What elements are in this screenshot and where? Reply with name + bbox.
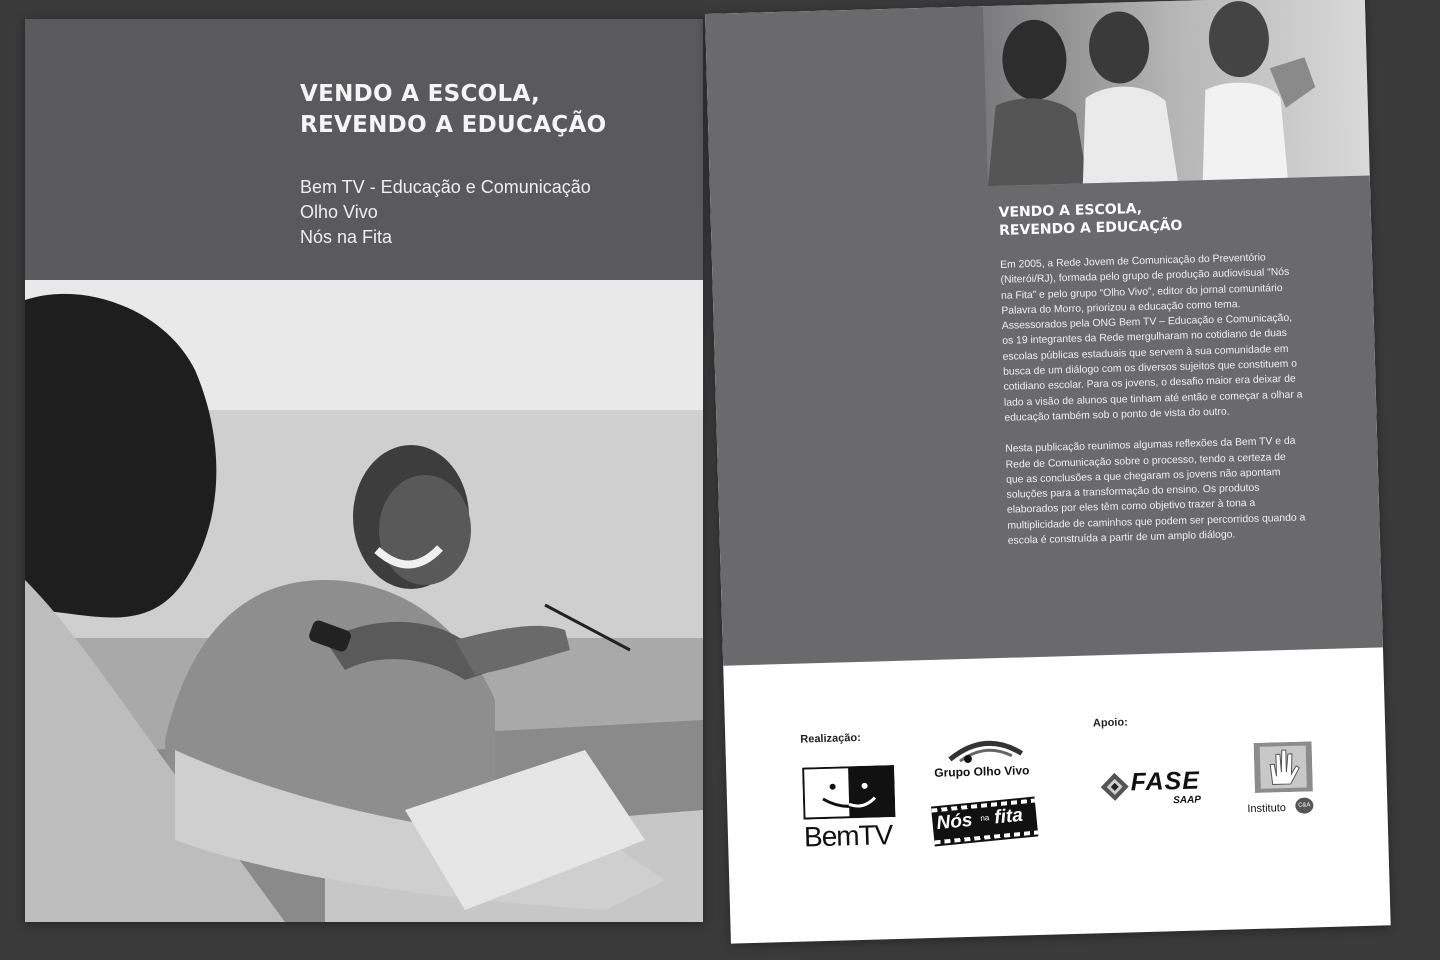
nos-text: Nós: [935, 809, 974, 835]
back-cover: [705, 0, 1391, 944]
front-subtitle-line3: Nós na Fita: [300, 227, 393, 247]
back-paragraph-2: Nesta publicação reunimos algumas reflexões da Bem TV e da Rede de Comunicação sobre o processo, tendo a certeza de que as conclusões a que chegaram os jovens não apontam soluções para a transformação do ensino. Os produtos elaborados por eles têm como objetivo trazer à tona a multiplicidade de caminhos que podem ser percorridos quando a escola é construída a partir de um amplo diálogo.: [1005, 435, 1306, 547]
label-apoio: Apoio:: [1092, 716, 1128, 730]
fase-text: FASE: [1130, 766, 1201, 797]
eye-icon: [945, 735, 1026, 765]
back-title-line1: VENDO A ESCOLA,: [998, 200, 1143, 221]
front-subtitle-line1: Bem TV - Educação e Comunicação: [300, 177, 591, 197]
back-cover-title: [998, 199, 1182, 240]
saap-text: SAAP: [1172, 794, 1202, 807]
front-cover-title: [300, 79, 606, 141]
front-cover-photo: [25, 280, 703, 922]
instituto-badge: C&A: [1295, 797, 1313, 813]
front-cover-subtitles: [300, 175, 591, 250]
bemtv-face-icon: [802, 765, 895, 820]
front-title-line1: VENDO A ESCOLA,: [300, 81, 541, 107]
fase-logo: [1096, 762, 1217, 815]
instituto-text: Instituto: [1247, 802, 1287, 816]
back-cover-photo: [983, 0, 1370, 186]
label-realizacao: Realização:: [800, 731, 861, 746]
front-cover: [25, 19, 703, 922]
nos-na-fita-logo: [931, 797, 1038, 847]
back-title-line2: REVENDO A EDUCAÇÃO: [998, 217, 1183, 239]
na-text: na: [979, 813, 990, 823]
front-title-line2: REVENDO A EDUCAÇÃO: [300, 112, 607, 138]
front-cover-header: [25, 19, 703, 280]
bemtv-logo: [802, 765, 904, 858]
back-cover-body: [1000, 249, 1308, 565]
instituto-logo: [1246, 741, 1328, 823]
bemtv-logo-text: BemTV: [803, 819, 893, 853]
front-subtitle-line2: Olho Vivo: [300, 202, 378, 222]
hand-icon: [1254, 741, 1313, 793]
olho-vivo-logo: [933, 735, 1034, 788]
back-paragraph-1: Em 2005, a Rede Jovem de Comunicação do Preventório (Niterói/RJ), formada pelo grupo de produção audiovisual “Nós na Fita” e pelo grupo “Olho Vivo”, editor do jornal comunitário Palavra do Morro, priorizou a educação como tema. Assessorados pela ONG Bem TV – Educação e Comunicação, os 19 integrantes da Rede mergulharam no cotidiano de duas escolas públicas estaduais que servem à sua comunidade em busca de um diálogo com os diversos sujeitos que constituem o cotidiano escolar. Para os jovens, o desafio maior era deixar de lado a visão de alunos que tinham até então e começar a olhar a educação também sob o ponto de vista do outro.: [999, 252, 1303, 424]
olho-vivo-logo-text: Grupo Olho Vivo: [934, 763, 1030, 780]
fita-text: fita: [993, 804, 1024, 829]
fase-mark-icon: [1096, 768, 1133, 805]
